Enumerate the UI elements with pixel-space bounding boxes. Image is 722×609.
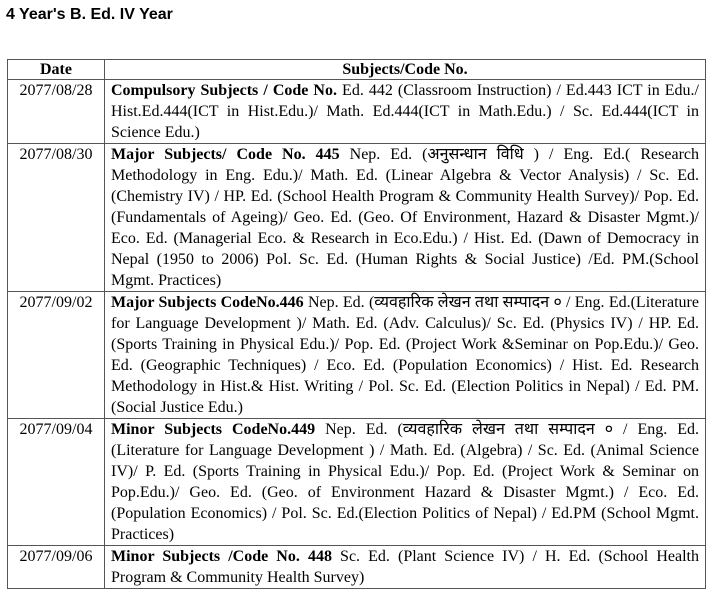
subject-list: Nep. Ed. (व्यवहारिक लेखन तथा सम्पादन ० / Eng. Ed.(Literature for Language Development )/ Math. Ed. (Adv. Calculus)/ Sc. Ed. (Physics IV) / HP. Ed. (Sports Training in Physical Edu.)/ Pop. Ed. (Project Work &Seminar on Pop.Edu.)/ Geo. Ed. (Geographic Techniques) / Eco. Ed. (Population Economics) / Hist. Ed. Research Methodology in Hist.& Hist. Writing / Pol. Sc. Ed. (Election Politics in Nepal) / Ed. PM. (Social Justice Edu.) <box>111 294 699 416</box>
subject-group-heading: Major Subjects CodeNo.446 <box>111 294 304 311</box>
exam-date: 2077/09/02 <box>8 292 105 419</box>
exam-schedule-table <box>7 59 706 589</box>
subjects-cell <box>105 144 706 292</box>
exam-date: 2077/09/06 <box>8 546 105 589</box>
table-row <box>8 80 706 144</box>
subject-list: Sc. Ed. (Plant Science IV) / H. Ed. (School Health Program & Community Health Survey) <box>111 548 699 586</box>
exam-date: 2077/08/28 <box>8 80 105 144</box>
subject-group-heading: Compulsory Subjects / Code No. <box>111 82 337 99</box>
subject-group-heading: Minor Subjects /Code No. 448 <box>111 548 332 565</box>
subject-list: Nep. Ed. (व्यवहारिक लेखन तथा सम्पादन ० / Eng. Ed. (Literature for Language Development ) / Math. Ed. (Algebra) / Sc. Ed. (Animal Science IV)/ P. Ed. (Sports Training in Physical Edu.)/ Pop. Ed. (Project Work & Seminar on Pop.Edu.)/ Geo. Ed. (Geo. of Environment Hazard & Disaster Mgmt.) / Eco. Ed. (Population Economics) / Pol. Sc. Ed.(Election Politics of Nepal) / Ed.PM (School Mgmt. Practices) <box>111 421 699 543</box>
exam-date: 2077/08/30 <box>8 144 105 292</box>
subject-list: Nep. Ed. (अनुसन्धान विधि ) / Eng. Ed.( Research Methodology in Eng. Edu.)/ Math. Ed. (Linear Algebra & Vector Analysis) / Sc. Ed. (Chemistry IV) / HP. Ed. (School Health Program & Community Health Survey)/ Pop. Ed. (Fundamentals of Ageing)/ Geo. Ed. (Geo. Of Environment, Hazard & Disaster Mgmt.)/ Eco. Ed. (Managerial Eco. & Research in Eco.Edu.) / Hist. Ed. (Dawn of Democracy in Nepal (1950 to 2006) Pol. Sc. Ed. (Human Rights & Social Justice) /Ed. PM.(School Mgmt. Practices) <box>111 146 700 289</box>
subjects-cell <box>105 419 706 546</box>
table-row <box>8 292 706 419</box>
page-title: 4 Year's B. Ed. IV Year <box>6 6 173 23</box>
table-row <box>8 419 706 546</box>
exam-date: 2077/09/04 <box>8 419 105 546</box>
table-row <box>8 546 706 589</box>
subject-list: Ed. 442 (Classroom Instruction) / Ed.443 ICT in Edu./ Hist.Ed.444(ICT in Hist.Edu.)/ Math. Ed.444(ICT in Math.Edu.) / Sc. Ed.444(ICT in Science Edu.) <box>111 82 700 141</box>
table-row <box>8 144 706 292</box>
subjects-column-header: Subjects/Code No. <box>105 60 706 80</box>
subject-group-heading: Minor Subjects CodeNo.449 <box>111 421 316 438</box>
subjects-cell <box>105 546 706 589</box>
subject-group-heading: Major Subjects/ Code No. 445 <box>111 146 340 163</box>
subjects-cell <box>105 292 706 419</box>
table-header-row <box>8 60 706 80</box>
subjects-cell <box>105 80 706 144</box>
date-column-header: Date <box>8 60 105 80</box>
